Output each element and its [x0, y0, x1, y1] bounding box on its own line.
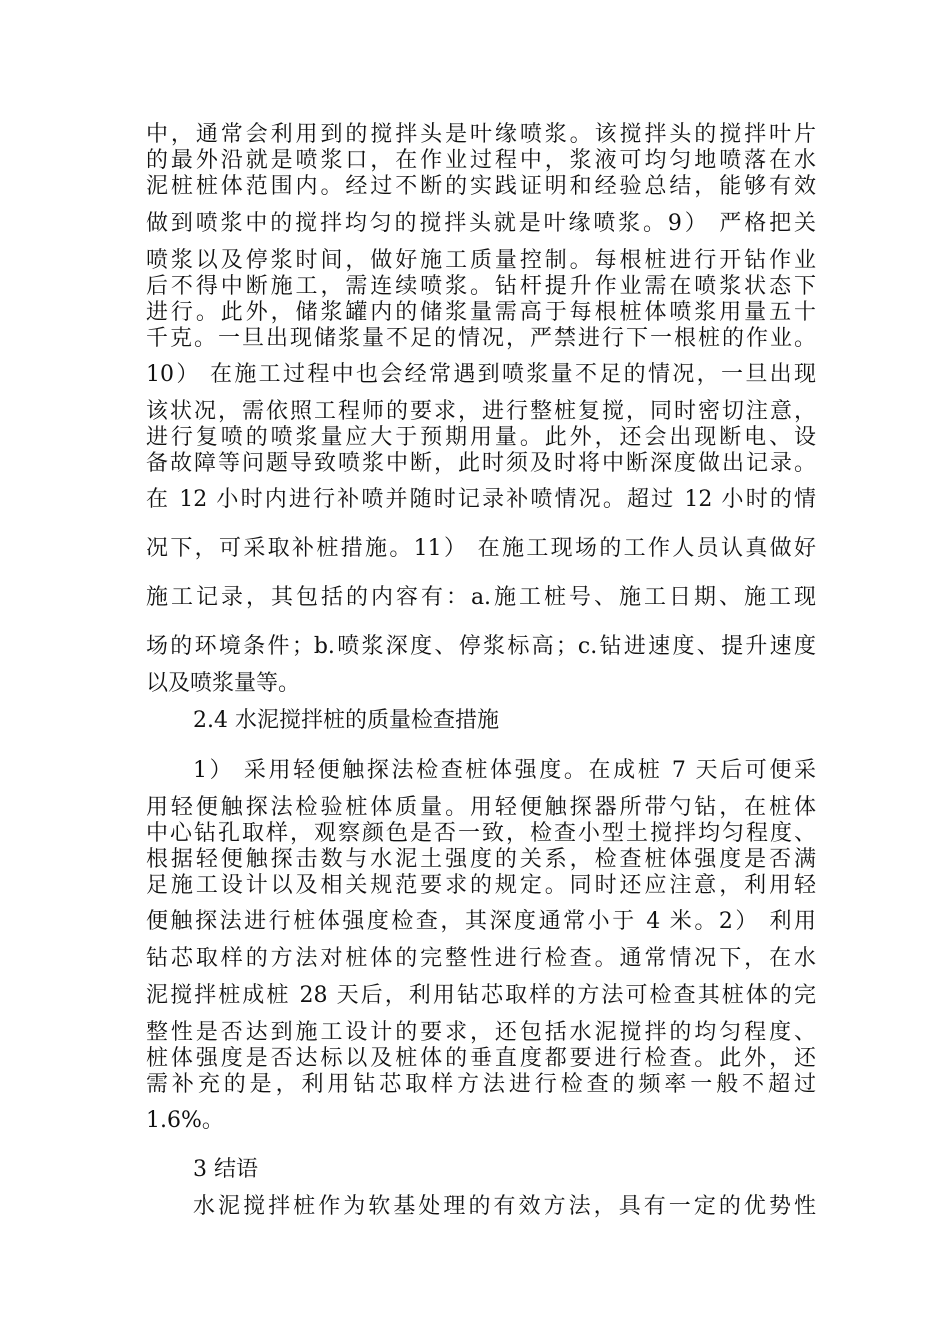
section-heading: 2.4 水泥搅拌桩的质量检查措施	[193, 708, 499, 733]
body-text-line: 在 12 小时内进行补喷并随时记录补喷情况。超过 12 小时的情	[146, 487, 816, 512]
body-text-line: 整性是否达到施工设计的要求，还包括水泥搅拌的均匀程度、	[146, 1020, 816, 1045]
body-text-line: 10） 在施工过程中也会经常遇到喷浆量不足的情况，一旦出现	[146, 362, 816, 387]
body-text-line: 用轻便触探法检验桩体质量。用轻便触探器所带勺钻，在桩体	[146, 795, 816, 820]
body-text-line: 需补充的是，利用钻芯取样方法进行检查的频率一般不超过	[146, 1072, 816, 1097]
body-text-line: 中，通常会利用到的搅拌头是叶缘喷浆。该搅拌头的搅拌叶片	[146, 122, 816, 147]
section-heading: 3 结语	[193, 1157, 258, 1182]
body-text-line: 后不得中断施工，需连续喷浆。钻杆提升作业需在喷浆状态下	[146, 274, 816, 299]
body-text-line: 场的环境条件；b.喷浆深度、停浆标高；c.钻进速度、提升速度	[146, 634, 816, 659]
body-text-line: 况下，可采取补桩措施。11） 在施工现场的工作人员认真做好	[146, 536, 816, 561]
body-text-line: 桩体强度是否达标以及桩体的垂直度都要进行检查。此外，还	[146, 1046, 816, 1071]
body-text-line: 进行复喷的喷浆量应大于预期用量。此外，还会出现断电、设	[146, 425, 816, 450]
body-text-line: 以及喷浆量等。	[146, 671, 301, 696]
body-text-line: 便触探法进行桩体强度检查，其深度通常小于 4 米。2） 利用	[146, 909, 816, 934]
body-text-line: 施工记录，其包括的内容有：a.施工桩号、施工日期、施工现	[146, 585, 816, 610]
body-text-line: 备故障等问题导致喷浆中断，此时须及时将中断深度做出记录。	[146, 451, 816, 476]
body-text-line: 1） 采用轻便触探法检查桩体强度。在成桩 7 天后可便采	[193, 758, 816, 783]
body-text-line: 进行。此外，储浆罐内的储浆量需高于每根桩体喷浆用量五十	[146, 300, 816, 325]
body-text-line: 千克。一旦出现储浆量不足的情况，严禁进行下一根桩的作业。	[146, 326, 816, 351]
body-text-line: 根据轻便触探击数与水泥土强度的关系，检查桩体强度是否满	[146, 847, 816, 872]
body-text-line: 钻芯取样的方法对桩体的完整性进行检查。通常情况下，在水	[146, 946, 816, 971]
body-text-line: 水泥搅拌桩作为软基处理的有效方法，具有一定的优势性	[193, 1194, 816, 1219]
body-text-line: 泥桩桩体范围内。经过不断的实践证明和经验总结，能够有效	[146, 174, 816, 199]
body-text-line: 中心钻孔取样，观察颜色是否一致，检查小型土搅拌均匀程度、	[146, 821, 816, 846]
body-text-line: 泥搅拌桩成桩 28 天后，利用钻芯取样的方法可检查其桩体的完	[146, 983, 816, 1008]
body-text-line: 喷浆以及停浆时间，做好施工质量控制。每根桩进行开钻作业	[146, 248, 816, 273]
body-text-line: 做到喷浆中的搅拌均匀的搅拌头就是叶缘喷浆。9） 严格把关	[146, 211, 816, 236]
body-text-line: 的最外沿就是喷浆口，在作业过程中，浆液可均匀地喷落在水	[146, 148, 816, 173]
body-text-line: 足施工设计以及相关规范要求的规定。同时还应注意，利用轻	[146, 873, 816, 898]
body-text-line: 该状况，需依照工程师的要求，进行整桩复搅，同时密切注意，	[146, 399, 816, 424]
body-text-line: 1.6%。	[146, 1108, 224, 1133]
